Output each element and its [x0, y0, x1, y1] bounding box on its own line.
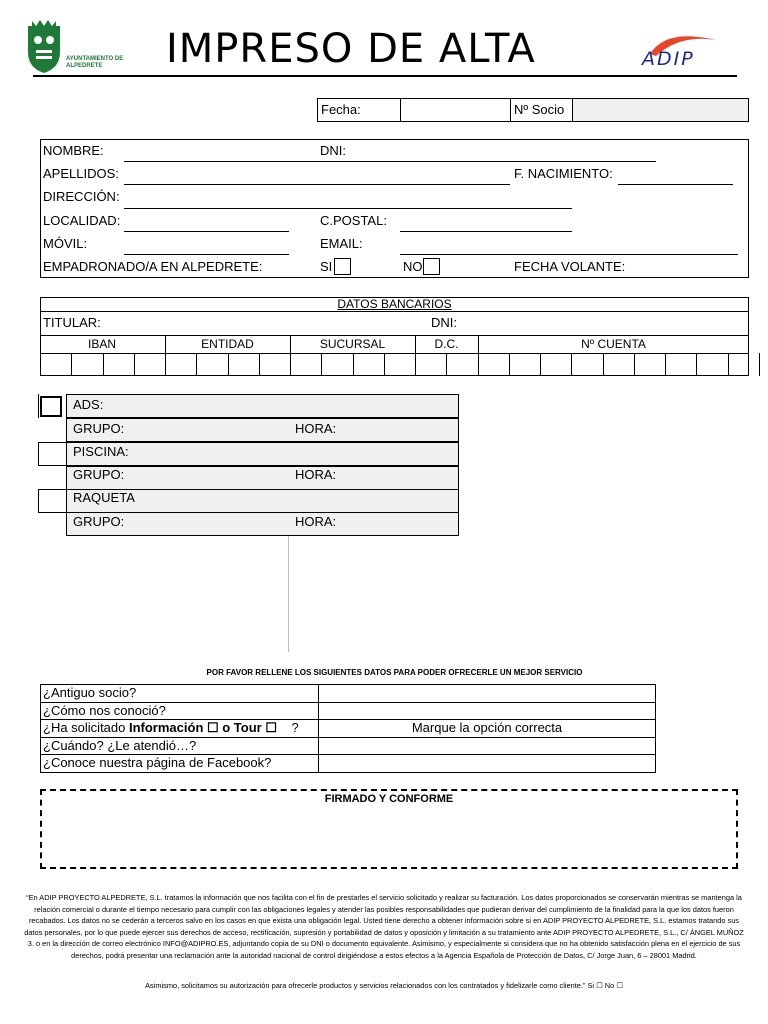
survey-q4: ¿Cuándo? ¿Le atendió…?	[43, 738, 197, 753]
fecha-volante-label: FECHA VOLANTE:	[514, 259, 626, 274]
bank-digit-divider	[134, 353, 135, 376]
bank-group-divider	[165, 335, 166, 376]
survey-q3-options[interactable]: Información ☐ o Tour ☐	[128, 720, 277, 735]
raqueta-checkbox[interactable]	[38, 489, 67, 513]
cpostal-label: C.POSTAL:	[320, 213, 387, 228]
sucursal-header: SUCURSAL	[319, 337, 386, 351]
ads-grupo-label: GRUPO:	[73, 421, 125, 436]
f-nacimiento-label: F. NACIMIENTO:	[514, 166, 613, 181]
empadronado-si-checkbox[interactable]	[334, 258, 351, 275]
nombre-label: NOMBRE:	[43, 143, 104, 158]
bank-digit-divider	[196, 353, 197, 376]
fecha-label: Fecha:	[321, 102, 361, 117]
ads-hora-label: HORA:	[295, 421, 337, 436]
cuenta-header: Nº CUENTA	[581, 337, 646, 351]
bank-digit-divider	[665, 353, 666, 376]
header-divider	[33, 75, 737, 77]
survey-a2-input[interactable]	[319, 703, 655, 719]
movil-label: MÓVIL:	[43, 236, 88, 251]
legal-paragraph: “En ADIP PROYECTO ALPEDRETE, S.L. tratamos la información que nos facilita con el fin de prestarles el servicio solicitado y realizar su facturación. Los datos proporcionados se conservarán mientras se mantenga la relación comercial o durante el tiempo necesario para cumplir con las obligaciones legales y atender las posibles responsabilidades que pudieran derivar del cumplimiento de la finalidad para la que los datos fueron recabados. Los datos no se cederán a terceros salvo en los casos en que exista una obligación legal. Usted tiene derecho a obtener información sobre si en ADIP PROYECTO ALPEDRETE, S.L. estamos tratando sus datos personales, por lo que puede ejercer sus derechos de acceso, rectificación, supresión y portabilidad de datos y oposición y limitación a su tratamiento ante ADIP PROYECTO ALPEDRETE, S.L., C/ ÁNGEL MUÑOZ 3. o en la dirección de correo electrónico INFO@ADIPRO.ES, adjuntando copia de su DNI o documento equivalente. Asimismo, y especialmente si considera que no ha obtenido satisfacción plena en el ejercicio de sus derechos, podrá presentar una reclamación ante la autoridad nacional de control dirigiéndose a estos efectos a la Agencia Española de Protección de Datos, C/ Jorge Juan, 6 – 28001 Madrid.	[24, 893, 744, 960]
piscina-hora-label: HORA:	[295, 467, 337, 482]
bank-digit-divider	[696, 353, 697, 376]
fecha-input[interactable]	[400, 98, 511, 122]
bank-title-row-border	[40, 311, 749, 312]
adip-logo-text: ADIP	[642, 48, 695, 70]
apellidos-field[interactable]	[124, 184, 510, 185]
f-nacimiento-field[interactable]	[618, 184, 733, 185]
bank-digit-divider	[103, 353, 104, 376]
empadronado-no-checkbox[interactable]	[423, 258, 440, 275]
piscina-checkbox[interactable]	[38, 442, 67, 466]
survey-a4-input[interactable]	[319, 738, 655, 754]
apellidos-label: APELLIDOS:	[43, 166, 119, 181]
bank-header-row	[40, 336, 749, 353]
bank-title: DATOS BANCARIOS	[337, 297, 452, 311]
bank-digit-divider	[321, 353, 322, 376]
empadronado-label: EMPADRONADO/A EN ALPEDRETE:	[43, 259, 263, 274]
survey-q3-prefix: ¿Ha solicitado	[43, 720, 129, 735]
bank-digit-divider	[228, 353, 229, 376]
movil-field[interactable]	[124, 254, 289, 255]
bank-digit-divider	[384, 353, 385, 376]
ads-row	[66, 394, 459, 418]
fecha-label-cell	[317, 98, 401, 122]
page-title: IMPRESO DE ALTA	[166, 26, 536, 72]
bank-digit-divider	[259, 353, 260, 376]
raqueta-grupo-row	[66, 512, 459, 536]
survey-a1-input[interactable]	[319, 685, 655, 701]
municipality-logo	[24, 18, 124, 76]
direccion-field[interactable]	[124, 208, 572, 209]
ads-check-frame	[38, 394, 39, 418]
bank-group-divider	[415, 335, 416, 376]
raqueta-hora-label: HORA:	[295, 514, 337, 529]
survey-q1: ¿Antiguo socio?	[43, 685, 137, 700]
no-label: NO	[403, 259, 423, 274]
nombre-field[interactable]	[124, 161, 656, 162]
bank-digit-divider	[509, 353, 510, 376]
survey-q2: ¿Cómo nos conoció?	[43, 703, 166, 718]
survey-q5: ¿Conoce nuestra página de Facebook?	[43, 755, 272, 770]
municipality-logo-text: AYUNTAMIENTO DE ALPEDRETE	[66, 56, 124, 69]
cpostal-field[interactable]	[400, 231, 572, 232]
raqueta-label: RAQUETA	[73, 490, 135, 505]
coat-of-arms-icon	[24, 18, 64, 74]
socio-input[interactable]	[572, 98, 749, 122]
bank-digit-divider	[71, 353, 72, 376]
bank-dni-label: DNI:	[431, 315, 457, 330]
dc-header: D.C.	[434, 337, 459, 351]
bank-digit-divider	[353, 353, 354, 376]
raqueta-grupo-label: GRUPO:	[73, 514, 125, 529]
email-label: EMAIL:	[320, 236, 363, 251]
survey-a5-input[interactable]	[319, 755, 655, 772]
socio-label: Nº Socio	[514, 102, 565, 117]
dni-label: DNI:	[320, 143, 346, 158]
legal-consent: Asimismo, solicitamos su autorización para ofrecerle productos y servicios relacionados con los contratados y fidelizarle como cliente.” Si ☐ No ☐	[145, 981, 623, 990]
adip-logo	[636, 26, 732, 72]
bank-group-divider	[290, 335, 291, 376]
bank-digit-divider	[603, 353, 604, 376]
iban-header: IBAN	[87, 337, 116, 351]
survey-q3-answer: Marque la opción correcta	[411, 720, 563, 735]
signature-label: FIRMADO Y CONFORME	[324, 793, 454, 805]
titular-label: TITULAR:	[43, 315, 101, 330]
piscina-grupo-label: GRUPO:	[73, 467, 125, 482]
socio-label-cell	[510, 98, 573, 122]
bank-digit-divider	[634, 353, 635, 376]
ads-checkbox[interactable]	[40, 396, 62, 417]
localidad-field[interactable]	[124, 231, 289, 232]
bank-digits-row-border	[40, 353, 749, 354]
ads-label: ADS:	[73, 397, 104, 412]
entidad-header: ENTIDAD	[201, 337, 254, 351]
activities-extension-line	[288, 536, 289, 652]
email-field[interactable]	[400, 254, 738, 255]
ads-grupo-row	[66, 418, 459, 442]
piscina-label: PISCINA:	[73, 444, 129, 459]
bank-digit-divider	[446, 353, 447, 376]
localidad-label: LOCALIDAD:	[43, 213, 121, 228]
survey-q3-suffix: ?	[291, 720, 299, 735]
direccion-label: DIRECCIÓN:	[43, 189, 120, 204]
piscina-grupo-row	[66, 466, 459, 490]
survey-q3	[43, 720, 299, 736]
bank-digit-divider	[540, 353, 541, 376]
bank-digit-divider	[759, 353, 760, 376]
bank-digit-divider	[571, 353, 572, 376]
bank-digit-divider	[728, 353, 729, 376]
si-label: SI	[320, 259, 333, 274]
bank-group-divider	[478, 335, 479, 376]
survey-heading: POR FAVOR RELLENE LOS SIGUIENTES DATOS PARA PODER OFRECERLE UN MEJOR SERVICIO	[206, 668, 583, 677]
